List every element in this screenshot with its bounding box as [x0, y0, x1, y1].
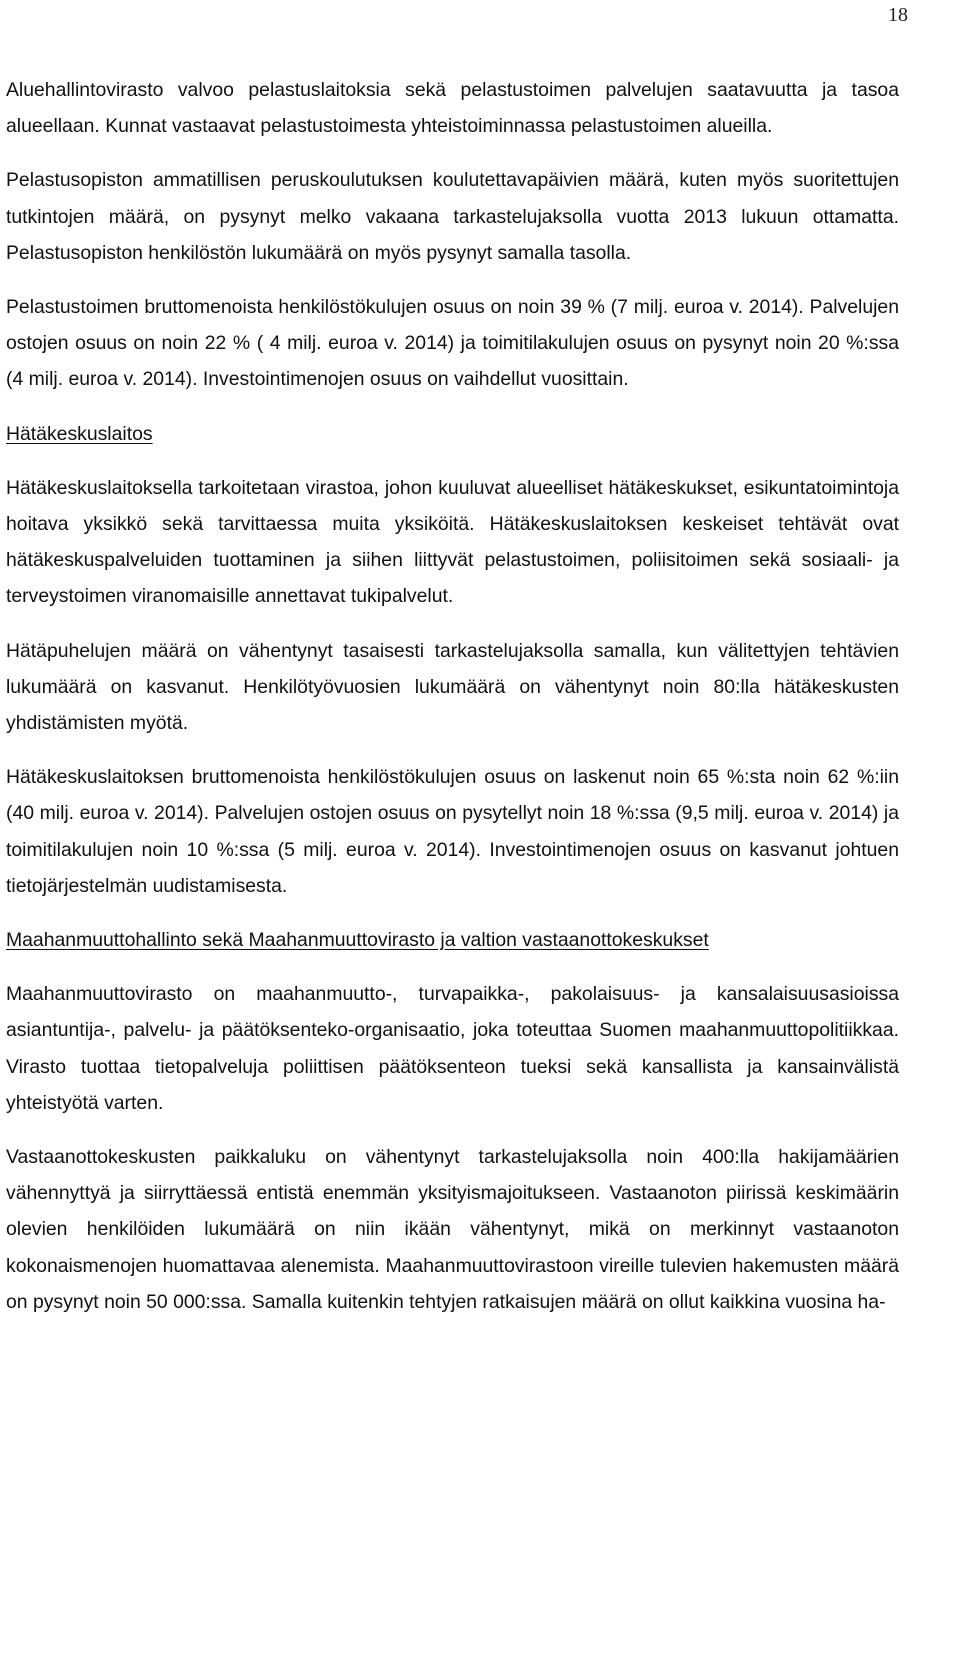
- section-heading-maahanmuuttohallinto: Maahanmuuttohallinto sekä Maahanmuuttovirasto ja valtion vastaanottokeskukset: [6, 929, 709, 952]
- section-heading-hatakeskuslaitos: Hätäkeskuslaitos: [6, 422, 153, 445]
- page-body: [6, 72, 899, 1338]
- paragraph-pelastustoimen-menot: Pelastustoimen bruttomenoista henkilöstökulujen osuus on noin 39 % (7 milj. euroa v. 2014). Palvelujen ostojen osuus on noin 22 % ( 4 milj. euroa v. 2014) ja toimitilakulujen osuus on pysynyt noin 20 %:ssa (4 milj. euroa v. 2014). Investointimenojen osuus on vaihdellut vuosittain.: [6, 296, 899, 391]
- paragraph-vastaanottokeskukset: Vastaanottokeskusten paikkaluku on vähentynyt tarkastelujaksolla noin 400:lla hakijamäärien vähennyttyä ja siirryttäessä entistä enemmän yksityismajoitukseen. Vastaanoton piirissä keskimäärin olevien henkilöiden lukumäärä on niin ikään vähentynyt, mikä on merkinnyt vastaanoton kokonaismenojen huomattavaa alenemista. Maahanmuuttovirastoon vireille tulevien hakemusten määrä on pysynyt noin 50 000:ssa. Samalla kuitenkin tehtyjen ratkaisujen määrä on ollut kaikkina vuosina ha-: [6, 1146, 899, 1313]
- paragraph-hatakeskuslaitos-maaritelma: Hätäkeskuslaitoksella tarkoitetaan virastoa, johon kuuluvat alueelliset hätäkeskukset, esikuntatoimintoja hoitava yksikkö sekä tarvittaessa muita yksiköitä. Hätäkeskuslaitoksen keskeiset tehtävät ovat hätäkeskuspalveluiden tuottaminen ja siihen liittyvät pelastustoimen, poliisitoimen sekä sosiaali- ja terveystoimen viranomaisille annettavat tukipalvelut.: [6, 476, 899, 608]
- paragraph-hatakeskus-menot: Hätäkeskuslaitoksen bruttomenoista henkilöstökulujen osuus on laskenut noin 65 %:sta noin 62 %:iin (40 milj. euroa v. 2014). Palvelujen ostojen osuus on pysytellyt noin 18 %:ssa (9,5 milj. euroa v. 2014) ja toimitilakulujen noin 10 %:ssa (5 milj. euroa v. 2014). Investointimenojen osuus on kasvanut johtuen tietojärjestelmän uudistamisesta.: [6, 766, 899, 897]
- paragraph-pelastusopisto: Pelastusopiston ammatillisen peruskoulutuksen koulutettavapäivien määrä, kuten myös suoritettujen tutkintojen määrä, on pysynyt melko vakaana tarkastelujaksolla vuotta 2013 lukuun ottamatta. Pelastusopiston henkilöstön lukumäärä on myös pysynyt samalla tasolla.: [6, 169, 899, 264]
- page-number: 18: [888, 4, 908, 26]
- paragraph-aluehallintovirasto: Aluehallintovirasto valvoo pelastuslaitoksia sekä pelastustoimen palvelujen saatavuutta ja tasoa alueellaan. Kunnat vastaavat pelastustoimesta yhteistoiminnassa pelastustoimen alueilla.: [6, 79, 899, 138]
- paragraph-hatapuhelut: Hätäpuhelujen määrä on vähentynyt tasaisesti tarkastelujaksolla samalla, kun välitettyjen tehtävien lukumäärä on kasvanut. Henkilötyövuosien lukumäärä on vähentynyt noin 80:lla hätäkeskusten yhdistämisten myötä.: [6, 639, 899, 735]
- paragraph-maahanmuuttovirasto: Maahanmuuttovirasto on maahanmuutto-, turvapaikka-, pakolaisuus- ja kansalaisuusasioissa asiantuntija-, palvelu- ja päätöksenteko-organisaatio, joka toteuttaa Suomen maahanmuuttopolitiikkaa. Virasto tuottaa tietopalveluja poliittisen päätöksenteon tueksi sekä kansallista ja kansainvälistä yhteistyötä varten.: [6, 983, 899, 1114]
